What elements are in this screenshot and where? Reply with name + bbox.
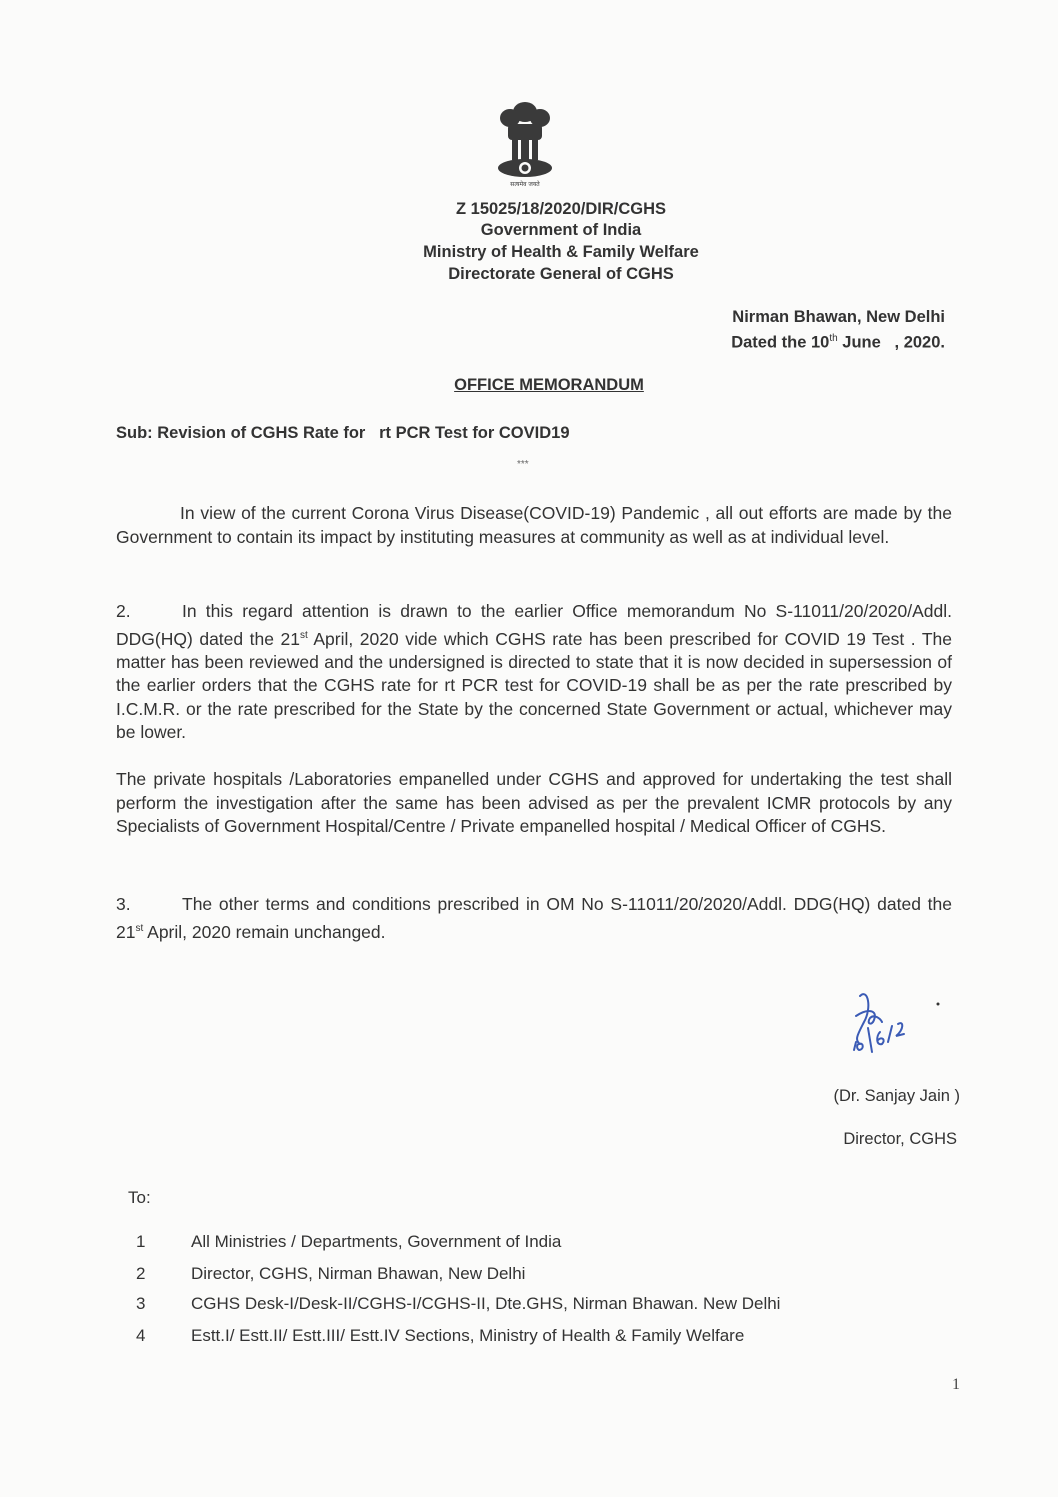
handwritten-signature-icon	[838, 988, 948, 1068]
distribution-label: To:	[128, 1188, 151, 1207]
distribution-item	[136, 1294, 780, 1314]
paragraph-1: In view of the current Corona Virus Disease(COVID-19) Pandemic , all out efforts are made by the Government to contain its impact by instituting measures at community as well as at individual level.	[116, 503, 952, 547]
paragraph-number: 2.	[116, 601, 131, 621]
item-text: Director, CGHS, Nirman Bhawan, New Delhi	[191, 1264, 526, 1283]
memo-subject: Sub: Revision of CGHS Rate for rt PCR Test for COVID19	[116, 424, 570, 442]
paragraph-3: The private hospitals /Laboratories empanelled under CGHS and approved for undertaking the test shall perform the investigation after the same has been advised as per the prevalent ICMR protocols by any Specialists of Government Hospital/Centre / Private empanelled hospital / Medical Officer of CGHS.	[116, 769, 952, 836]
paragraph-2	[116, 600, 952, 745]
place: Nirman Bhawan, New Delhi	[732, 308, 945, 326]
item-number: 4	[136, 1326, 146, 1345]
signatory-name: (Dr. Sanjay Jain )	[833, 1087, 960, 1105]
separator: ***	[517, 459, 529, 470]
date-sup: th	[829, 333, 838, 344]
date	[731, 328, 945, 354]
distribution-item	[136, 1264, 525, 1284]
paragraph-2-text-a: In this regard attention is drawn to the earlier Office memorandum No S-11011/20/2020/Addl. DDG(HQ) dated the 21	[116, 601, 952, 649]
directorate-name: Directorate General of CGHS	[448, 265, 674, 283]
paragraph-2-sup: st	[300, 629, 308, 641]
place-date-block	[731, 306, 945, 354]
date-suffix: June , 2020.	[837, 333, 945, 352]
emblem-caption: सत्यमेव जयते	[510, 181, 540, 188]
file-number: Z 15025/18/2020/DIR/CGHS	[455, 200, 667, 218]
signatory-designation: Director, CGHS	[843, 1130, 957, 1148]
paragraph-4-text-b: April, 2020 remain unchanged.	[143, 921, 386, 942]
item-text: All Ministries / Departments, Government of India	[191, 1232, 562, 1251]
date-prefix: Dated the 10	[731, 333, 830, 352]
page-number: 1	[952, 1376, 960, 1393]
paragraph-4-text-a: The other terms and conditions prescribed in OM No S-11011/20/2020/Addl. DDG(HQ) dated the 21	[116, 894, 952, 942]
item-text: CGHS Desk-I/Desk-II/CGHS-I/CGHS-II, Dte.GHS, Nirman Bhawan. New Delhi	[191, 1294, 781, 1313]
item-number: 3	[136, 1294, 146, 1313]
distribution-item	[136, 1232, 561, 1252]
distribution-item	[136, 1326, 744, 1346]
item-number: 2	[136, 1264, 146, 1283]
item-number: 1	[136, 1232, 146, 1251]
item-text: Estt.I/ Estt.II/ Estt.III/ Estt.IV Sections, Ministry of Health & Family Welfare	[191, 1326, 745, 1345]
paragraph-4-sup: st	[135, 922, 144, 934]
paragraph-2-text-b: April, 2020 vide which CGHS rate has been prescribed for COVID 19 Test . The matter has been reviewed and the undersigned is directed to state that it is now decided in supersession of the earlier orders that the CGHS rate for rt PCR test for COVID-19 shall be as per the rate prescribed by I.C.M.R. or the rate prescribed for the State by the concerned State Government or actual, whichever may be lower.	[116, 628, 952, 743]
ministry-name: Ministry of Health & Family Welfare	[423, 243, 699, 261]
memo-title: OFFICE MEMORANDUM	[454, 376, 644, 394]
paragraph-4	[116, 893, 952, 944]
government-name: Government of India	[480, 221, 642, 239]
paragraph-number: 3.	[116, 894, 131, 914]
ashoka-emblem-icon	[490, 98, 560, 190]
